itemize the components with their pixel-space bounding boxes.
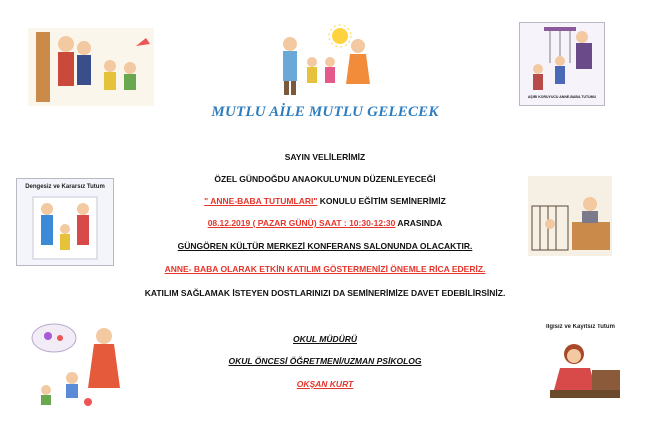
seminar-datetime: 08.12.2019 ( PAZAR GÜNÜ) SAAT : 10:30-12:30: [207, 218, 396, 228]
signature-psychologist: OKUL ÖNCESİ ÖĞRETMENİ/UZMAN PSİKOLOG: [228, 356, 422, 366]
overprotective-parent-illustration: [519, 22, 605, 106]
seminar-title: " ANNE-BABA TUTUMLARI": [204, 196, 318, 206]
signature-name: OKŞAN KURT: [296, 379, 354, 389]
request-line: ANNE- BABA OLARAK ETKİN KATILIM GÖSTERMENİZİ ÖNEMLE RİCA EDERİZ.: [164, 264, 486, 274]
invite-line: KATILIM SAĞLAMAK İSTEYEN DOSTLARINIZI DA SEMİNERİMİZE DAVET EDEBİLİRSİNİZ.: [144, 288, 506, 298]
family-tension-illustration: [26, 26, 156, 108]
datetime-suffix: ARASINDA: [395, 218, 443, 228]
inconsistent-caption: Dengesiz ve Kararsız Tutum: [25, 184, 105, 190]
overprotective-caption: AŞIRI KORUYUCU ANNE-BABA TUTUMU: [527, 95, 597, 99]
venue-line: GÜNGÖREN KÜLTÜR MERKEZİ KONFERANS SALONUNDA OLACAKTIR.: [177, 241, 473, 251]
indifferent-attitude-illustration: [546, 324, 624, 400]
greeting-line: SAYIN VELİLERİMİZ: [284, 152, 366, 162]
classroom-illustration: [528, 176, 612, 256]
seminar-suffix: KONULU EĞİTİM SEMİNERİMİZ: [317, 196, 446, 206]
organizer-line: ÖZEL GÜNDOĞDU ANAOKULU'NUN DÜZENLEYECEĞİ: [214, 174, 436, 184]
signature-principal: OKUL MÜDÜRÜ: [292, 334, 358, 344]
page-title: MUTLU AİLE MUTLU GELECEK: [211, 104, 439, 120]
indifferent-caption: İlgisiz ve Kayıtsız Tutum: [546, 324, 615, 330]
happy-family-illustration: [260, 24, 390, 98]
inconsistent-attitude-illustration: [16, 178, 114, 266]
